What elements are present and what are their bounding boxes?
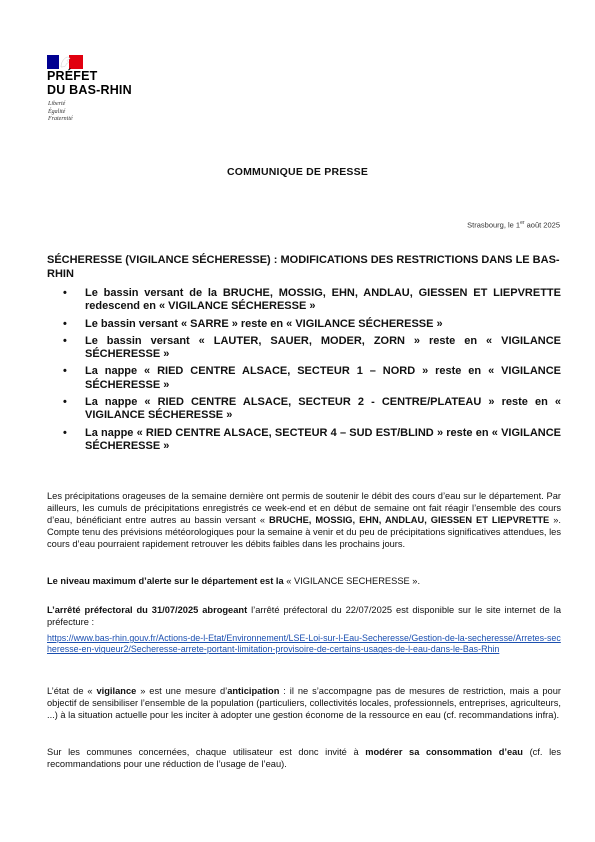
prefecture-name: PRÉFET DU BAS-RHIN (47, 69, 132, 97)
paragraph-precipitation: Les précipitations orageuses de la semaine dernière ont permis de soutenir le débit des cours d’eau sur le département. Par ailleurs, les cumuls de précipitations enregistrés ce week-end et en début de semaine ont fait réagir l’ensemble des cours d’eau, bénéficiant entre autres au bassin versant « BRUCHE, MOSSIG, EHN, ANDLAU, GIESSEN ET LIEPVRETTE ». Compte tenu des prévisions météorologiques pour la semaine à venir et du peu de précipitations significatives attendues, les cours d’eau pourraient rapidement retrouver les débits faibles dans les prochains jours. (47, 491, 561, 549)
document-type: COMMUNIQUE DE PRESSE (226, 166, 369, 178)
list-item: • La nappe « RIED CENTRE ALSACE, SECTEUR 4 – SUD EST/BLIND » reste en « VIGILANCE SÉCHERESSE » (63, 426, 561, 452)
headline: SÉCHERESSE (VIGILANCE SÉCHERESSE) : MODIFICATIONS DES RESTRICTIONS DANS LE BAS-RHIN (47, 254, 560, 280)
list-item: • Le bassin versant de la BRUCHE, MOSSIG, EHN, ANDLAU, GIESSEN ET LIEPVRETTE redescend en « VIGILANCE SÉCHERESSE » (63, 287, 561, 313)
list-item: • La nappe « RIED CENTRE ALSACE, SECTEUR 2 - CENTRE/PLATEAU » reste en « VIGILANCE SÉCHERESSE » (63, 396, 561, 422)
republic-motto: Liberté Égalité Fraternité (48, 101, 73, 122)
list-item: • La nappe « RIED CENTRE ALSACE, SECTEUR 1 – NORD » reste en « VIGILANCE SÉCHERESSE » (63, 365, 561, 391)
list-item: • Le bassin versant « LAUTER, SAUER, MODER, ZORN » reste en « VIGILANCE SÉCHERESSE » (63, 334, 561, 361)
paragraph-arrete: L’arrêté préfectoral du 31/07/2025 abrogeant l’arrêté préfectoral du 22/07/2025 est disponible sur le site internet de la préfecture : (47, 605, 561, 627)
paragraph-water-use: Sur les communes concernées, chaque utilisateur est donc invité à modérer sa consommation d’eau (cf. les recommandations pour une réduction de l’usage de l’eau). (47, 747, 561, 769)
prefecture-link[interactable]: https://www.bas-rhin.gouv.fr/Actions-de-l-Etat/Environnement/LSE-Loi-sur-l-Eau-Secheresse/Gestion-de-la-secheresse/Arretes-secheresse-en-vigueur2/Secheresse-arrete-portant-limitation-provisoire-de-certains-usages-de-l-eau-dans-le-Bas-Rhin (47, 633, 561, 655)
paragraph-alert-level: Le niveau maximum d’alerte sur le département est la « VIGILANCE SECHERESSE ». (47, 576, 421, 586)
tricolor-flag (47, 55, 83, 69)
list-item: • Le bassin versant « SARRE » reste en « VIGILANCE SÉCHERESSE » (63, 317, 443, 330)
paragraph-vigilance: L’état de « vigilance » est une mesure d’anticipation : il ne s’accompagne pas de mesures de restriction, mais a pour objectif de sensibiliser l’ensemble de la population (particuliers, collectivités locales, professionnels, entreprises, agriculteurs, ...) à la situation actuelle pour les inciter à adopter une gestion économe de la ressource en eau (cf. recommandations infra). (47, 686, 561, 720)
marianne-icon (58, 56, 72, 68)
date-line: Strasbourg, le 1er août 2025 (467, 220, 560, 230)
basin-status-list (47, 287, 561, 457)
